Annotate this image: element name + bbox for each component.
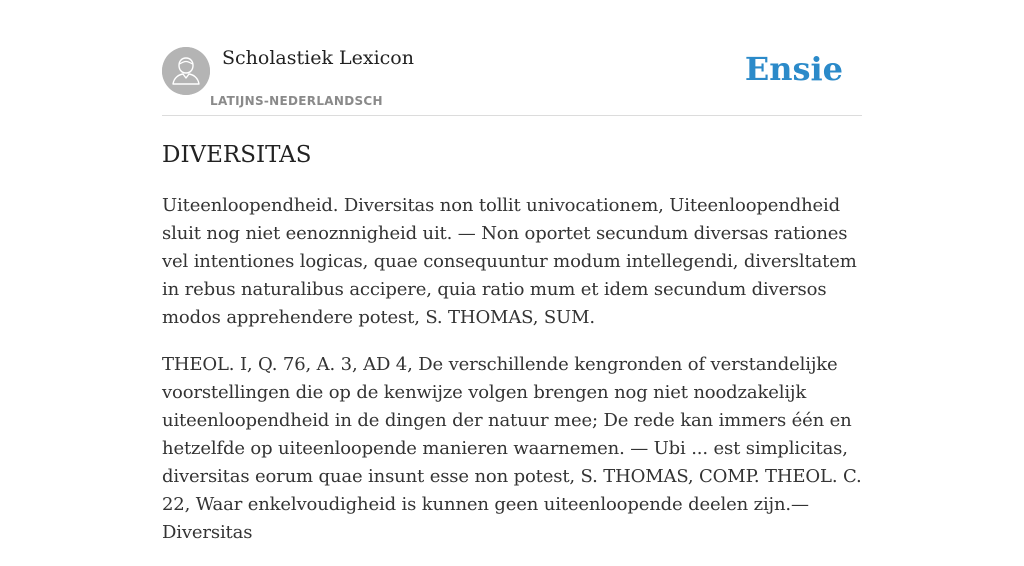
site-title[interactable]: Scholastiek Lexicon [222,47,414,69]
entry-paragraph: Uiteenloopendheid. Diversitas non tollit univocationem, Uiteenloopendheid sluit nog niet eenoznnigheid uit. — Non oportet secundum diversas rationes vel intentiones logicas, quae consequuntur modum intellegendi, diversltatem in rebus naturalibus accipere, quia ratio mum et idem secundum diversos modos apprehendere potest, S. THOMAS, SUM. [162,195,857,328]
site-subtitle: LATIJNS-NEDERLANDSCH [210,94,383,108]
site-header [162,0,862,116]
entry-body [162,192,866,566]
user-avatar-icon[interactable] [162,47,210,95]
ensie-logo[interactable]: Ensie [744,50,843,88]
entry-title: DIVERSITAS [162,142,312,168]
entry-paragraph: THEOL. I, Q. 76, A. 3, AD 4, De verschillende kengronden of verstandelijke voorstellingen die op de kenwijze volgen brengen nog niet noodzakelijk uiteenloopendheid in de dingen der natuur mee; De rede kan immers één en hetzelfde op uiteenloopende manieren waarnemen. — Ubi ... est simplicitas, diversitas eorum quae insunt esse non potest, S. THOMAS, COMP. THEOL. C. 22, Waar enkelvoudigheid is kunnen geen uiteenloopende deelen zijn.— Diversitas [162,354,862,543]
